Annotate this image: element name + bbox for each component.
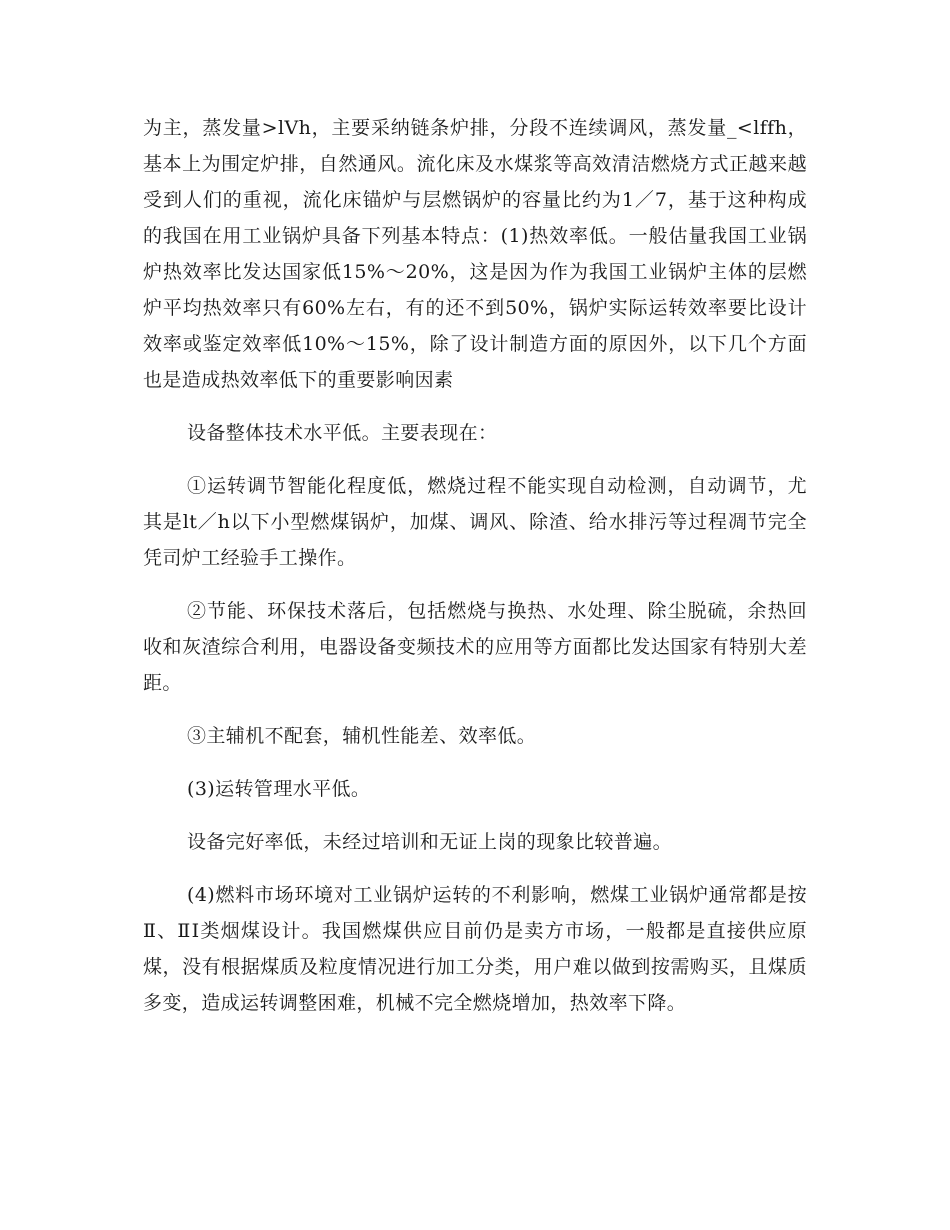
document-body [143, 110, 807, 1038]
paragraph-section-3: (3)运转管理水平低。 [187, 778, 371, 800]
paragraph-continuation: 为主，蒸发量>lVh，主要采纳链条炉排，分段不连续调风，蒸发量_<lffh，基本上为围定炉排，自然通风。流化床及水煤浆等高效清洁燃烧方式正越来越受到人们的重视，流化床锚炉与层燃锅炉的容量比约为1／7，基于这种构成的我国在用工业锅炉具备下列基本特点：(1)热效率低。一般估量我国工业锅炉热效率比发达国家低15%～20%，这是因为作为我国工业锅炉主体的层燃炉平均热效率只有60%左右，有的还不到50%，锅炉实际运转效率要比设计效率或鉴定效率低10%～15%，除了设计制造方面的原因外，以下几个方面也是造成热效率低下的重要影响因素 [143, 117, 807, 391]
paragraph-item-1: ①运转调节智能化程度低，燃烧过程不能实现自动检测，自动调节，尤其是lt／h以下小型燃煤锅炉，加煤、调风、除渣、给水排污等过程凋节完全凭司炉工经验手工操作。 [143, 475, 807, 569]
paragraph-section-4: (4)燃料市场环境对工业锅炉运转的不利影响，燃煤工业锅炉通常都是按Ⅱ、ⅡⅠ类烟煤设计。我国燃煤供应目前仍是卖方市场，一般都是直接供应原煤，没有根据煤质及粒度情况进行加工分类，用户难以做到按需购买，且煤质多变，造成运转调整困难，机械不完全燃烧增加，热效率下降。 [143, 884, 807, 1014]
paragraph-equipment-rate: 设备完好率低，未经过培训和无证上岗的现象比较普遍。 [187, 831, 673, 853]
paragraph-item-2: ②节能、环保技术落后，包括燃烧与换热、水处理、除尘脱硫，余热回收和灰渣综合利用，电器设备变频技术的应用等方面都比发达国家有特别大差距。 [143, 600, 807, 694]
paragraph-item-3: ③主辅机不配套，辅机性能差、效率低。 [187, 725, 537, 747]
paragraph-technology-level: 设备整体技术水平低。主要表现在： [187, 422, 498, 444]
